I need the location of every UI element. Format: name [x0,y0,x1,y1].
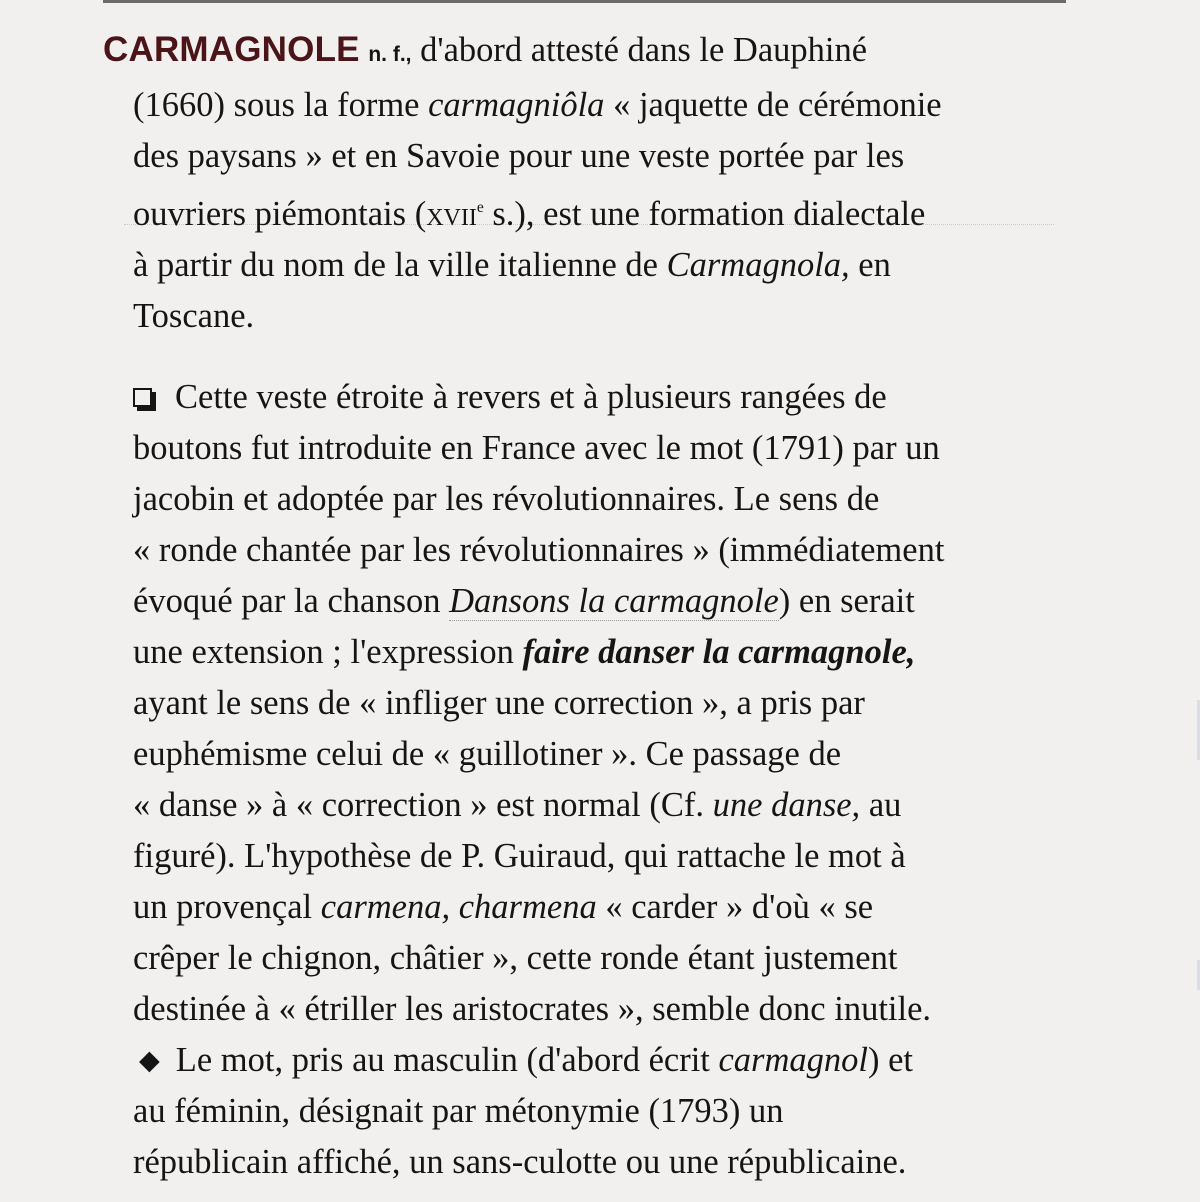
entry-text: en [849,246,891,285]
entry-text: à partir du nom de la ville italienne de [133,246,667,285]
part-of-speech: n. f., [368,43,412,66]
entry-line [103,24,1078,80]
entry-line: « ronde chantée par les révolutionnaires » (immédiatement [133,531,945,570]
headword: CARMAGNOLE [103,30,360,69]
song-title-link[interactable]: Dansons la carmagnole [449,582,779,621]
entry-line: au féminin, désignait par métonymie (1793) un [133,1092,784,1131]
entry-line: Toscane. [133,297,255,336]
italic-term: une danse, [712,786,861,825]
entry-text: ) en serait [778,582,915,621]
entry-text: « danse » à « correction » est normal (Cf. [133,786,713,825]
square-bullet-icon [133,388,152,407]
entry-text: évoqué par la chanson [133,582,450,621]
paragraph-gap [103,342,1078,372]
italic-term: carmagnol [718,1041,868,1080]
century-numeral: xvii [426,195,477,234]
entry-line [133,1035,1078,1086]
italic-term: carmena, charmena [320,888,597,927]
entry-line [133,372,1078,423]
entry-text: « jaquette de cérémonie [604,86,942,124]
entry-line [133,882,1078,933]
entry-text: une extension ; l'expression [133,633,523,672]
entry-line: destinée à « étriller les aristocrates », semble donc inutile. [133,990,932,1029]
entry-text: Le mot, pris au masculin (d'abord écrit [175,1041,719,1080]
expression-term: faire danser la carmagnole, [522,633,916,672]
entry-text: d'abord attesté dans le Dauphiné [411,31,868,69]
entry-line [133,80,1078,131]
entry-line: ayant le sens de « infliger une correction », a pris par [133,684,865,723]
entry-line: euphémisme celui de « guillotiner ». Ce passage de [133,735,842,774]
entry-text: (1660) sous la forme [133,86,429,124]
italic-term: carmagniôla [428,86,605,124]
entry-line [133,182,1078,240]
italic-term: Carmagnola, [666,246,850,285]
entry-text: un provençal [133,888,321,927]
entry-text: au [860,786,902,825]
entry-line: crêper le chignon, châtier », cette ronde étant justement [133,939,898,978]
dictionary-entry [103,24,1078,1188]
entry-line [133,576,1078,627]
sense-block-2 [103,1035,1078,1188]
entry-text: « carder » d'où « se [596,888,874,927]
entry-line: républicain affiché, un sans-culotte ou une républicaine. [133,1143,907,1182]
entry-line: boutons fut introduite en France avec le mot (1791) par un [133,429,940,468]
top-rule [103,0,1066,3]
entry-line: jacobin et adoptée par les révolutionnaires. Le sens de [133,480,880,519]
entry-line [133,240,1078,291]
sense-block-1 [103,372,1078,1035]
entry-line [133,780,1078,831]
diamond-bullet-icon: ◆ [139,1045,160,1076]
entry-line: figuré). L'hypothèse de P. Guiraud, qui rattache le mot à [133,837,906,876]
entry-text: s.), est une formation dialectale [483,195,926,234]
entry-line: des paysans » et en Savoie pour une veste portée par les [133,137,905,175]
superscript: e [476,199,484,216]
entry-text: Cette veste étroite à revers et à plusieurs rangées de [175,378,887,417]
entry-text: ) et [867,1041,913,1080]
etymology-block [103,80,1078,342]
entry-text: ouvriers piémontais ( [133,195,427,234]
entry-line [133,627,1078,678]
